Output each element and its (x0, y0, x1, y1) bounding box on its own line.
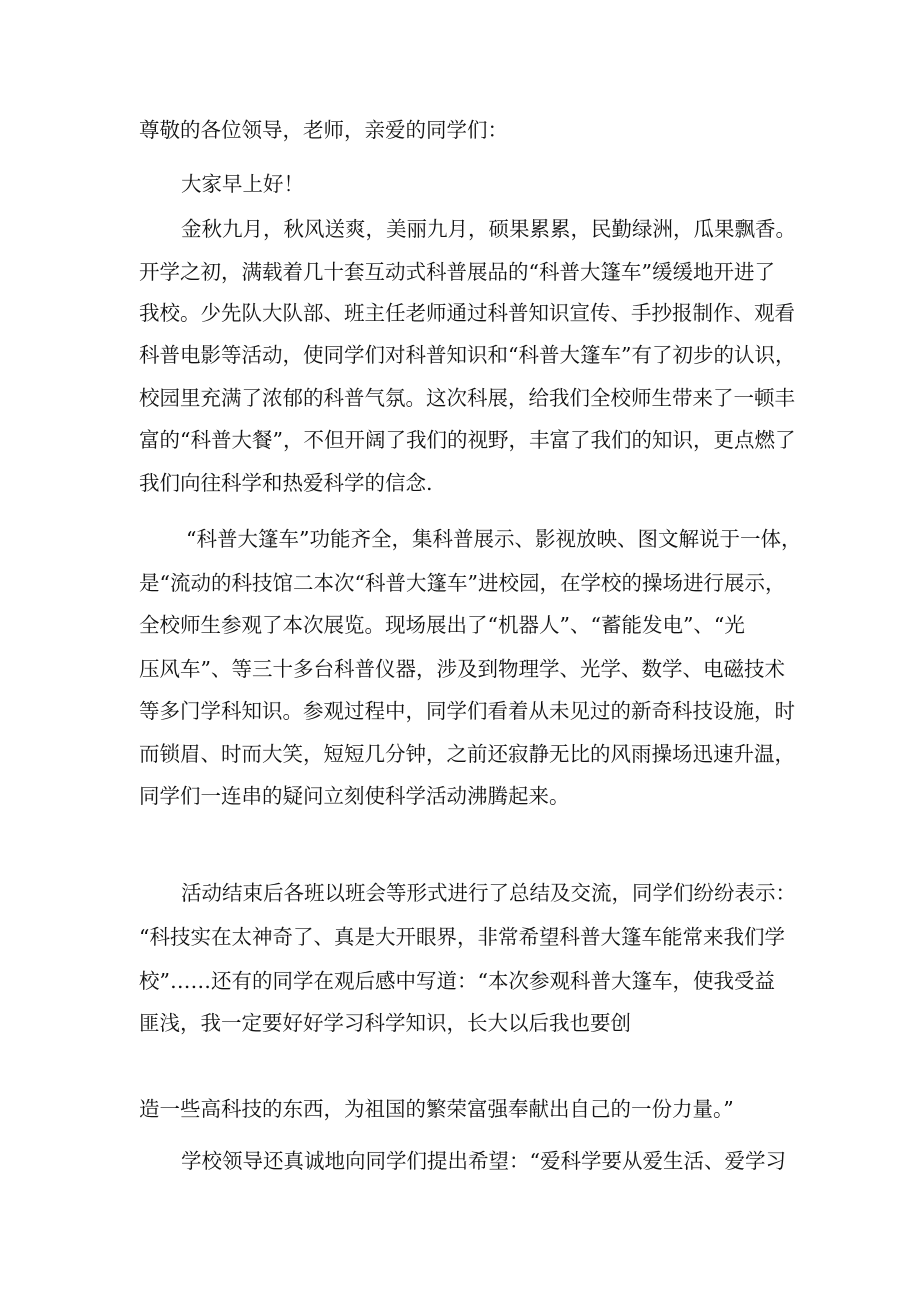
paragraph1-line: 富的“科普大餐”，不但开阔了我们的视野，丰富了我们的知识，更点燃了 (139, 428, 796, 452)
paragraph4-line: 学校领导还真诚地向同学们提出希望：“爱科学要从爱生活、爱学习 (181, 1149, 786, 1173)
paragraph3-line: 校”……还有的同学在观后感中写道：“本次参观科普大篷车，使我受益 (139, 969, 775, 993)
paragraph2-line: “科普大篷车”功能齐全，集科普展示、影视放映、图文解说于一体， (186, 527, 802, 551)
salutation: 尊敬的各位领导，老师，亲爱的同学们： (139, 118, 508, 142)
paragraph1-line: 金秋九月，秋风送爽，美丽九月，硕果累累，民勤绿洲，瓜果飘香。 (181, 217, 796, 241)
greeting: 大家早上好！ (181, 172, 304, 196)
paragraph2-line: 同学们一连串的疑问立刻使科学活动沸腾起来。 (139, 784, 570, 808)
paragraph2-line: 压风车”、等三十多台科普仪器，涉及到物理学、光学、数学、电磁技术 (139, 657, 785, 681)
paragraph1-line: 校园里充满了浓郁的科普气氛。这次科展，给我们全校师生带来了一顿丰 (139, 386, 795, 410)
paragraph2-line: 全校师生参观了本次展览。现场展出了“机器人”、“蓄能发电”、“光 (139, 613, 745, 637)
paragraph2-line: 是“流动的科技馆二本次“科普大篷车”进校园，在学校的操场进行展示， (139, 571, 786, 595)
paragraph2-line: 等多门学科知识。参观过程中，同学们看着从未见过的新奇科技设施，时 (139, 699, 795, 723)
paragraph1-line: 开学之初，满载着几十套互动式科普展品的“科普大篷车”缓缓地开进了 (139, 260, 775, 284)
paragraph3-line: 活动结束后各班以班会等形式进行了总结及交流，同学们纷纷表示： (181, 881, 796, 905)
paragraph3-line: 匪浅，我一定要好好学习科学知识，长大以后我也要创 (139, 1011, 631, 1035)
paragraph3-line: 造一些高科技的东西，为祖国的繁荣富强奉献出自己的一份力量。” (139, 1097, 734, 1121)
paragraph1-line: 科普电影等活动，使同学们对科普知识和“科普大篷车”有了初步的认识， (139, 343, 796, 367)
paragraph1-line: 我校。少先队大队部、班主任老师通过科普知识宣传、手抄报制作、观看 (139, 301, 795, 325)
paragraph3-line: “科技实在太神奇了、真是大开眼界，非常希望科普大篷车能常来我们学 (139, 925, 785, 949)
paragraph1-line: 我们向往科学和热爱科学的信念. (139, 471, 433, 495)
paragraph2-line: 而锁眉、时而大笑，短短几分钟，之前还寂静无比的风雨操场迅速升温， (139, 742, 795, 766)
